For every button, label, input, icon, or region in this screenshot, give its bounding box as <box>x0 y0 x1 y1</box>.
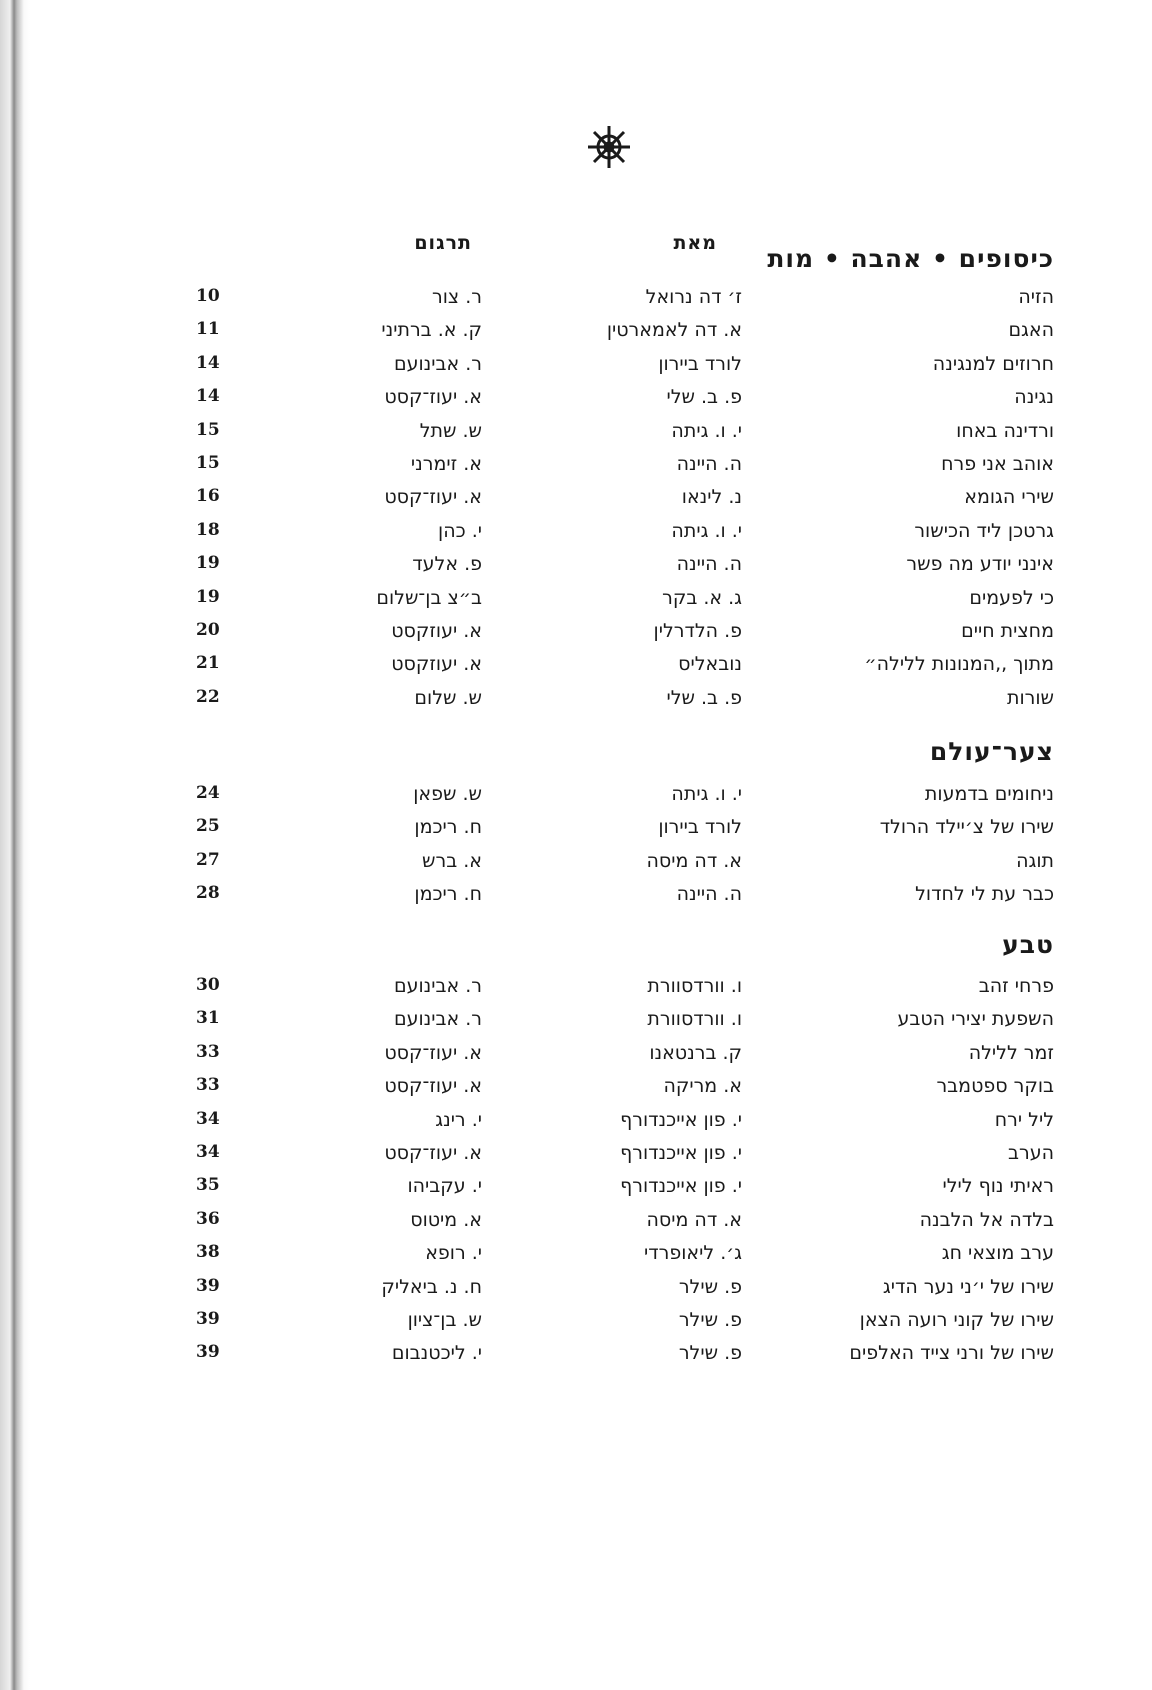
entry-title: האגם <box>1008 319 1054 341</box>
entry-title: שירו של צ׳יילד הרולד <box>879 816 1054 838</box>
entry-translator: י. רינג <box>435 1109 482 1131</box>
column-header-translation: תרגום <box>414 232 472 254</box>
entry-title: אינני יודע מה פשר <box>906 553 1054 575</box>
entry-translator: ש. בן־ציון <box>407 1309 482 1331</box>
entry-title: ערב מוצאי חג <box>941 1242 1054 1264</box>
toc-entry <box>0 319 1152 353</box>
entry-author: ג. א. בקר <box>662 587 742 609</box>
toc-entry <box>0 1008 1152 1042</box>
entry-page-number: 15 <box>196 420 220 440</box>
entry-page-number: 25 <box>196 816 220 836</box>
toc-entry <box>0 587 1152 621</box>
entry-page-number: 31 <box>196 1008 220 1028</box>
toc-entry <box>0 1276 1152 1310</box>
entry-author: ק. ברנטאנו <box>649 1042 742 1064</box>
entry-translator: א. יעוז־קסט <box>384 386 482 408</box>
entry-page-number: 39 <box>196 1309 220 1329</box>
toc-entry <box>0 1309 1152 1343</box>
entry-author: פ. שילר <box>678 1342 742 1364</box>
entry-author: א. דה לאמארטין <box>606 319 742 341</box>
entry-page-number: 35 <box>196 1175 220 1195</box>
entry-author: ו. וורדסוורת <box>647 1008 742 1030</box>
entry-title: מחצית חיים <box>961 620 1054 642</box>
entry-title: גרטכן ליד הכישור <box>914 520 1054 542</box>
entry-translator: ר. אבינועם <box>393 975 482 997</box>
entry-translator: ק. א. ברתיני <box>381 319 482 341</box>
entry-page-number: 14 <box>196 353 220 373</box>
entry-author: י. ו. גיתה <box>671 520 742 542</box>
entry-author: א. מריקה <box>663 1075 742 1097</box>
entry-author: ו. וורדסוורת <box>647 975 742 997</box>
entry-author: פ. הלדרלין <box>653 620 742 642</box>
entry-title: הזיה <box>1018 286 1054 308</box>
toc-entry <box>0 975 1152 1009</box>
entry-title: שירו של ורני צייד האלפים <box>849 1342 1054 1364</box>
entry-page-number: 39 <box>196 1342 220 1362</box>
toc-entry <box>0 453 1152 487</box>
entry-page-number: 33 <box>196 1075 220 1095</box>
entry-page-number: 34 <box>196 1142 220 1162</box>
entry-author: לורד ביירון <box>658 353 742 375</box>
toc-entry <box>0 653 1152 687</box>
entry-translator: א. זימרני <box>410 453 482 475</box>
toc-entry <box>0 486 1152 520</box>
entry-title: תוגה <box>1016 850 1054 872</box>
entry-author: פ. שילר <box>678 1276 742 1298</box>
toc-entry <box>0 353 1152 387</box>
entry-author: ז׳ דה נרואל <box>645 286 742 308</box>
entry-title: השפעת יצירי הטבע <box>897 1008 1054 1030</box>
entry-title: הערב <box>1007 1142 1054 1164</box>
entry-author: י. פון אייכנדורף <box>620 1175 742 1197</box>
entry-translator: א. מיטוס <box>410 1209 482 1231</box>
section-title: טבע <box>1002 930 1054 959</box>
entry-page-number: 10 <box>196 286 220 306</box>
entry-page-number: 39 <box>196 1276 220 1296</box>
entry-title: שירי הגומא <box>964 486 1054 508</box>
entry-title: פרחי זהב <box>978 975 1054 997</box>
entry-translator: א. יעוז־קסט <box>384 1142 482 1164</box>
entry-page-number: 19 <box>196 587 220 607</box>
entry-translator: י. כהן <box>438 520 482 542</box>
entry-title: ראיתי נוף לילי <box>942 1175 1054 1197</box>
entry-page-number: 34 <box>196 1109 220 1129</box>
entry-page-number: 24 <box>196 783 220 803</box>
entry-title: מתוך ,,המנונות ללילה״ <box>864 653 1054 675</box>
entry-author: א. דה מיסה <box>646 850 742 872</box>
toc-entry <box>0 386 1152 420</box>
entry-translator: י. רופא <box>425 1242 482 1264</box>
entry-title: ורדינה באחו <box>956 420 1054 442</box>
toc-entry <box>0 620 1152 654</box>
entry-page-number: 28 <box>196 883 220 903</box>
entry-author: ה. היינה <box>676 453 742 475</box>
entry-title: זמר ללילה <box>968 1042 1054 1064</box>
entry-translator: ר. אבינועם <box>393 353 482 375</box>
entry-author: פ. ב. שלי <box>666 386 742 408</box>
entry-translator: ח. ריכמן <box>414 883 482 905</box>
entry-title: שירו של י׳ני נער הדיג <box>882 1276 1054 1298</box>
toc-entry <box>0 816 1152 850</box>
entry-page-number: 19 <box>196 553 220 573</box>
entry-translator: ש. שלום <box>414 687 482 709</box>
ship-wheel-icon <box>586 124 632 170</box>
toc-entry <box>0 286 1152 320</box>
entry-title: ניחומים בדמעות <box>924 783 1054 805</box>
entry-page-number: 16 <box>196 486 220 506</box>
entry-translator: ר. אבינועם <box>393 1008 482 1030</box>
entry-translator: ש. שפאן <box>413 783 482 805</box>
toc-entry <box>0 1242 1152 1276</box>
entry-page-number: 36 <box>196 1209 220 1229</box>
entry-author: ג׳. ליאופרדי <box>644 1242 742 1264</box>
entry-translator: ש. שתל <box>419 420 482 442</box>
toc-entry <box>0 1075 1152 1109</box>
entry-translator: ב״צ בן־שלום <box>376 587 482 609</box>
entry-translator: ח. נ. ביאליק <box>381 1276 482 1298</box>
toc-entry <box>0 1342 1152 1376</box>
toc-entry <box>0 1109 1152 1143</box>
entry-translator: א. יעוז־קסט <box>384 1075 482 1097</box>
entry-author: לורד ביירון <box>658 816 742 838</box>
entry-author: י. ו. גיתה <box>671 783 742 805</box>
toc-entry <box>0 520 1152 554</box>
entry-author: ה. היינה <box>676 553 742 575</box>
entry-translator: א. יעוז־קסט <box>384 1042 482 1064</box>
toc-entry <box>0 420 1152 454</box>
entry-author: ה. היינה <box>676 883 742 905</box>
entry-title: בוקר ספטמבר <box>936 1075 1054 1097</box>
toc-entry <box>0 883 1152 917</box>
entry-title: ליל ירח <box>994 1109 1054 1131</box>
entry-title: חרוזים למנגינה <box>932 353 1054 375</box>
entry-translator: א. יעוזקסט <box>391 620 482 642</box>
entry-translator: י. ליכטנבום <box>391 1342 482 1364</box>
toc-entry <box>0 553 1152 587</box>
entry-page-number: 11 <box>196 319 220 339</box>
entry-page-number: 22 <box>196 687 220 707</box>
entry-translator: א. יעוזקסט <box>391 653 482 675</box>
entry-title: בלדה אל הלבנה <box>919 1209 1054 1231</box>
entry-author: י. פון אייכנדורף <box>620 1109 742 1131</box>
entry-author: י. ו. גיתה <box>671 420 742 442</box>
toc-entry <box>0 687 1152 721</box>
entry-title: נגינה <box>1014 386 1054 408</box>
section-title: כיסופים • אהבה • מות <box>767 244 1054 273</box>
entry-translator: א. יעוז־קסט <box>384 486 482 508</box>
entry-author: נובאליס <box>678 653 742 675</box>
entry-page-number: 15 <box>196 453 220 473</box>
entry-translator: ח. ריכמן <box>414 816 482 838</box>
entry-page-number: 14 <box>196 386 220 406</box>
section-title: צער־עולם <box>929 737 1054 766</box>
entry-page-number: 18 <box>196 520 220 540</box>
toc-entry <box>0 1142 1152 1176</box>
toc-entry <box>0 1042 1152 1076</box>
entry-title: שירו של קוני רועה הצאן <box>859 1309 1054 1331</box>
entry-author: פ. שילר <box>678 1309 742 1331</box>
entry-author: פ. ב. שלי <box>666 687 742 709</box>
entry-author: י. פון אייכנדורף <box>620 1142 742 1164</box>
toc-entry <box>0 783 1152 817</box>
toc-entry <box>0 1209 1152 1243</box>
entry-translator: א. ברש <box>422 850 482 872</box>
entry-page-number: 20 <box>196 620 220 640</box>
entry-page-number: 33 <box>196 1042 220 1062</box>
entry-page-number: 38 <box>196 1242 220 1262</box>
entry-page-number: 30 <box>196 975 220 995</box>
entry-title: כבר עת לי לחדול <box>915 883 1054 905</box>
entry-translator: פ. אלעד <box>412 553 482 575</box>
entry-translator: ר. צור <box>432 286 482 308</box>
toc-entry <box>0 850 1152 884</box>
entry-author: א. דה מיסה <box>646 1209 742 1231</box>
entry-title: כי לפעמים <box>969 587 1054 609</box>
entry-translator: י. עקביהו <box>407 1175 482 1197</box>
entry-page-number: 21 <box>196 653 220 673</box>
entry-title: שורות <box>1006 687 1054 709</box>
entry-page-number: 27 <box>196 850 220 870</box>
toc-entry <box>0 1175 1152 1209</box>
entry-title: אוהב אני פרח <box>941 453 1054 475</box>
entry-author: נ. לינאו <box>681 486 742 508</box>
column-header-from: מאת <box>673 232 717 254</box>
